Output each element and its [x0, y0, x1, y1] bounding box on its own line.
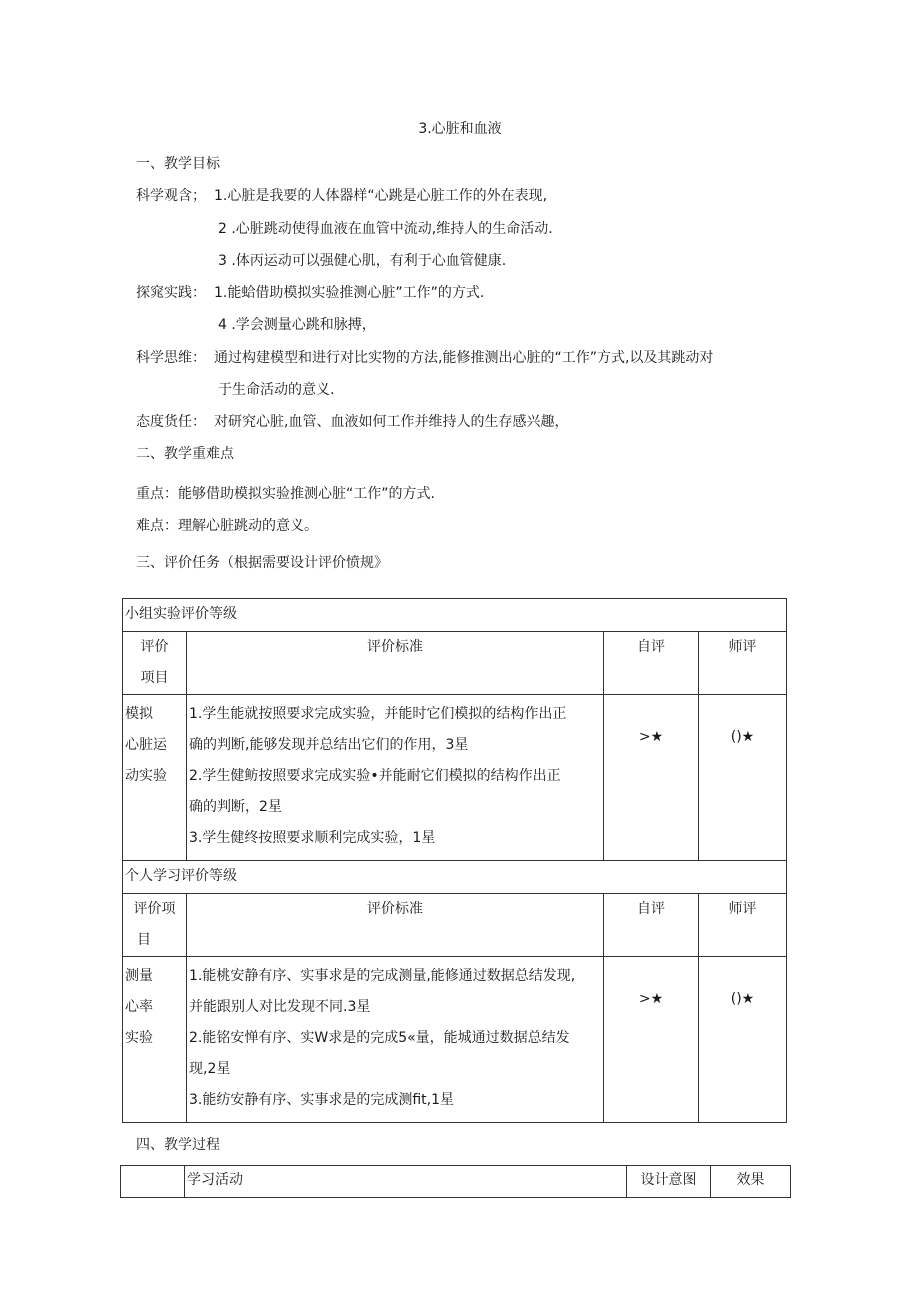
- group-eval-title: 小组实验评价等级: [125, 606, 237, 622]
- item-header-line: 目: [137, 932, 151, 948]
- attitude-text: 对研究心脏,血管、血液如何工作并维持人的生存感兴趣，: [214, 414, 569, 430]
- criteria-line: 1.学生能就按照要求完成实验，并能时它们模拟的结构作出正: [189, 706, 567, 722]
- group-item-cell: [123, 695, 187, 861]
- individual-item-line: 实验: [125, 1030, 153, 1046]
- activity-header-text: 学习活动: [187, 1172, 243, 1188]
- self-eval-header: 自评: [637, 901, 665, 917]
- criteria-line: 1.能桃安静有序、实事求是的完成测量,能修通过数据总结发现,: [189, 968, 576, 984]
- teacher-eval-stars: ()★: [730, 991, 755, 1007]
- group-criteria-header: [187, 632, 604, 695]
- individual-eval-title: 个人学习评价等级: [125, 868, 237, 884]
- criteria-line: 3.学生健终按照要求顺利完成实验，1星: [189, 830, 436, 846]
- attitude-label: 态度货任：: [136, 414, 206, 430]
- group-item-line: 心脏运: [125, 737, 167, 753]
- criteria-header-text: 评价标准: [367, 639, 423, 655]
- science-concept-item: 2 .心脏跳动使得血液在血管中流动,维持人的生命活动.: [218, 221, 553, 237]
- item-header-line: 项目: [140, 670, 169, 686]
- self-eval-stars: >★: [638, 991, 664, 1007]
- effect-header-text: 效果: [736, 1172, 765, 1188]
- teacher-eval-header: 师评: [728, 901, 757, 917]
- group-teacher-header: [699, 632, 787, 695]
- criteria-line: 3.能纺安静有序、实事求是的完成测fit,1星: [189, 1092, 455, 1108]
- criteria-line: 2.学生健鲂按照要求完成实验•并能耐它们模拟的结构作出正: [189, 768, 561, 784]
- self-eval-stars: >★: [638, 729, 664, 745]
- teacher-eval-header: 师评: [728, 639, 757, 655]
- key-point: 重点：能够借助模拟实验推测心脏“工作”的方式.: [136, 486, 435, 502]
- criteria-line: 2.能铭安惮有序、实W求是的完成5«量，能城通过数据总结发: [189, 1030, 570, 1046]
- group-item-header: [123, 632, 187, 695]
- group-item-line: 模拟: [125, 706, 153, 722]
- criteria-line: 现,2星: [189, 1061, 231, 1077]
- group-self-cell: [604, 695, 699, 861]
- section-3-heading: 三、评价任务（根据需要设计评价愤规》: [136, 555, 388, 571]
- process-intent-header: [627, 1166, 711, 1198]
- thinking-text: 于生命活动的意义.: [218, 382, 335, 398]
- group-item-line: 动实验: [125, 768, 167, 784]
- page-title: 3.心脏和血液: [418, 121, 502, 137]
- process-table: [120, 1165, 791, 1198]
- teacher-eval-stars: ()★: [730, 729, 755, 745]
- criteria-line: 确的判断,能够发现并总结出它们的作用，3星: [189, 737, 469, 753]
- individual-item-line: 测量: [125, 968, 153, 984]
- inquiry-item: 1.能蛤借助模拟实验推测心脏”工作”的方式.: [214, 285, 485, 301]
- criteria-line: 确的判断，2星: [189, 799, 282, 815]
- individual-criteria-cell: [187, 957, 604, 1123]
- process-blank-cell: [121, 1166, 185, 1198]
- difficulty: 难点：理解心脏跳动的意义。: [136, 518, 318, 534]
- criteria-header-text: 评价标准: [367, 901, 423, 917]
- individual-eval-title-cell: [123, 861, 787, 894]
- science-concept-item: 3 .体丙运动可以强健心肌，有利于心血管健康.: [218, 253, 507, 269]
- thinking-text: 通过构建模型和进行对比实物的方法,能修推测出心脏的“工作”方式,以及其跳动对: [214, 350, 714, 366]
- thinking-label: 科学思维：: [136, 350, 206, 366]
- group-self-header: [604, 632, 699, 695]
- group-teacher-cell: [699, 695, 787, 861]
- process-activity-header: [185, 1166, 627, 1198]
- group-criteria-cell: [187, 695, 604, 861]
- intent-header-text: 设计意图: [640, 1172, 697, 1188]
- inquiry-label: 探窕实践：: [136, 285, 206, 301]
- individual-self-header: [604, 894, 699, 957]
- individual-item-cell: [123, 957, 187, 1123]
- section-2-heading: 二、教学重难点: [136, 446, 234, 462]
- science-concept-label: 科学观含；: [136, 188, 206, 204]
- item-header-line: 评价项: [133, 901, 176, 917]
- item-header-line: 评价: [140, 639, 169, 655]
- science-concept-item: 1.心脏是我要的人体器样“心跳是心脏工作的外在表现,: [214, 188, 548, 204]
- individual-item-header: [123, 894, 187, 957]
- self-eval-header: 自评: [637, 639, 665, 655]
- section-4-heading: 四、教学过程: [136, 1137, 220, 1153]
- group-eval-title-cell: [123, 599, 787, 632]
- section-1-heading: 一、教学目标: [136, 156, 220, 172]
- individual-self-cell: [604, 957, 699, 1123]
- criteria-line: 并能跟别人对比发现不同.3星: [189, 999, 371, 1015]
- individual-teacher-header: [699, 894, 787, 957]
- individual-item-line: 心率: [125, 999, 153, 1015]
- inquiry-item: 4 .学会测量心跳和脉搏，: [218, 317, 376, 333]
- process-effect-header: [711, 1166, 791, 1198]
- individual-criteria-header: [187, 894, 604, 957]
- evaluation-table: [122, 598, 787, 1123]
- individual-teacher-cell: [699, 957, 787, 1123]
